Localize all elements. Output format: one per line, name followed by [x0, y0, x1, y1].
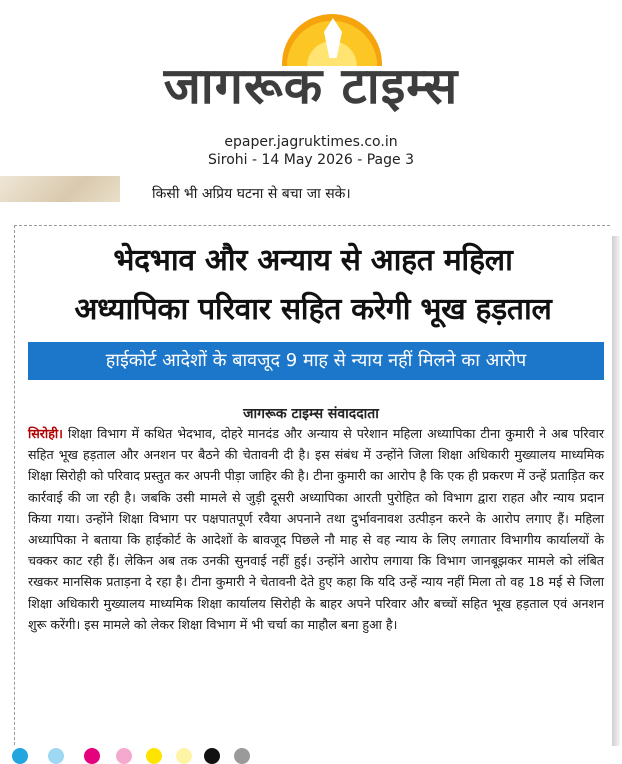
masthead: [0, 0, 622, 180]
previous-article-photo: [0, 176, 120, 202]
article-frame-left: [14, 225, 15, 745]
dateline: सिरोही।: [28, 426, 63, 441]
subheadline-band: [28, 342, 604, 380]
headline-line-1: भेदभाव और अन्याय से आहत महिला: [113, 243, 513, 278]
swatch-gray: [234, 748, 250, 764]
edition-info: Sirohi - 14 May 2026 - Page 3: [208, 152, 414, 168]
swatch-yellow: [146, 748, 162, 764]
swatch-magenta: [84, 748, 100, 764]
swatch-black: [204, 748, 220, 764]
color-registration-strip: [0, 745, 622, 755]
site-url[interactable]: epaper.jagruktimes.co.in: [224, 134, 398, 150]
article-body: [28, 423, 604, 635]
swatch-light-cyan: [48, 748, 64, 764]
subheadline: हाईकोर्ट आदेशों के बावजूद 9 माह से न्याय नहीं मिलने का आरोप: [105, 350, 527, 371]
article-body-text: शिक्षा विभाग में कथित भेदभाव, दोहरे मानदंड और अन्याय से परेशान महिला अध्यापिका टीना कुमारी ने अब परिवार सहित भूख हड़ताल और अनशन पर बैठने की चेतावनी दी है। इस संबंध में उन्होंने जिला शिक्षा अधिकारी मुख्यालय माध्यमिक शिक्षा सिरोही को परिवाद प्रस्तुत कर अपनी पीड़ा जाहिर की है। टीना कुमारी का आरोप है कि एक ही प्रकरण में उन्हें प्रताड़ित कर कार्रवाई की जा रही है। जबकि उसी मामले से जुड़ी दूसरी अध्यापिका आरती पुरोहित को विभाग द्वारा राहत और न्याय प्रदान किया गया। उन्होंने शिक्षा विभाग पर पक्षपातपूर्ण रवैया अपनाने तथा दुर्भावनावश उत्पीड़न करने के आरोप लगाए हैं। महिला अध्यापिका ने बताया कि हाईकोर्ट के आदेशों के बावजूद पिछले नौ माह से वह न्याय के लिए लगातार विभागीय कार्यालयों के चक्कर काट रही हैं। लेकिन अब तक उनकी सुनवाई नहीं हुई। उन्होंने आरोप लगाया कि विभाग जानबूझकर मामले को लंबित रखकर मानसिक प्रताड़ना दे रहा है। टीना कुमारी ने चेतावनी देते हुए कहा कि यदि उन्हें न्याय नहीं मिला तो वह 18 मई से जिला शिक्षा अधिकारी मुख्यालय माध्यमिक शिक्षा कार्यालय सिरोही के बाहर अपने परिवार और बच्चों सहित भूख हड़ताल एवं अनशन शुरू करेंगी। इस मामले को लेकर शिक्षा विभाग में भी चर्चा का माहौल बना हुआ है।: [28, 426, 604, 632]
article-frame-top: [14, 225, 610, 226]
swatch-light-yellow: [176, 748, 192, 764]
swatch-light-magenta: [116, 748, 132, 764]
headline-line-2: अध्यापिका परिवार सहित करेगी भूख हड़ताल: [74, 292, 552, 327]
swatch-cyan: [12, 748, 28, 764]
newspaper-logo[interactable]: जागरूक टाइम्स: [163, 57, 459, 115]
page-edge-shadow: [612, 236, 620, 746]
previous-article-text: किसी भी अप्रिय घटना से बचा जा सके।: [152, 186, 351, 202]
byline: जागरूक टाइम्स संवाददाता: [243, 406, 379, 422]
